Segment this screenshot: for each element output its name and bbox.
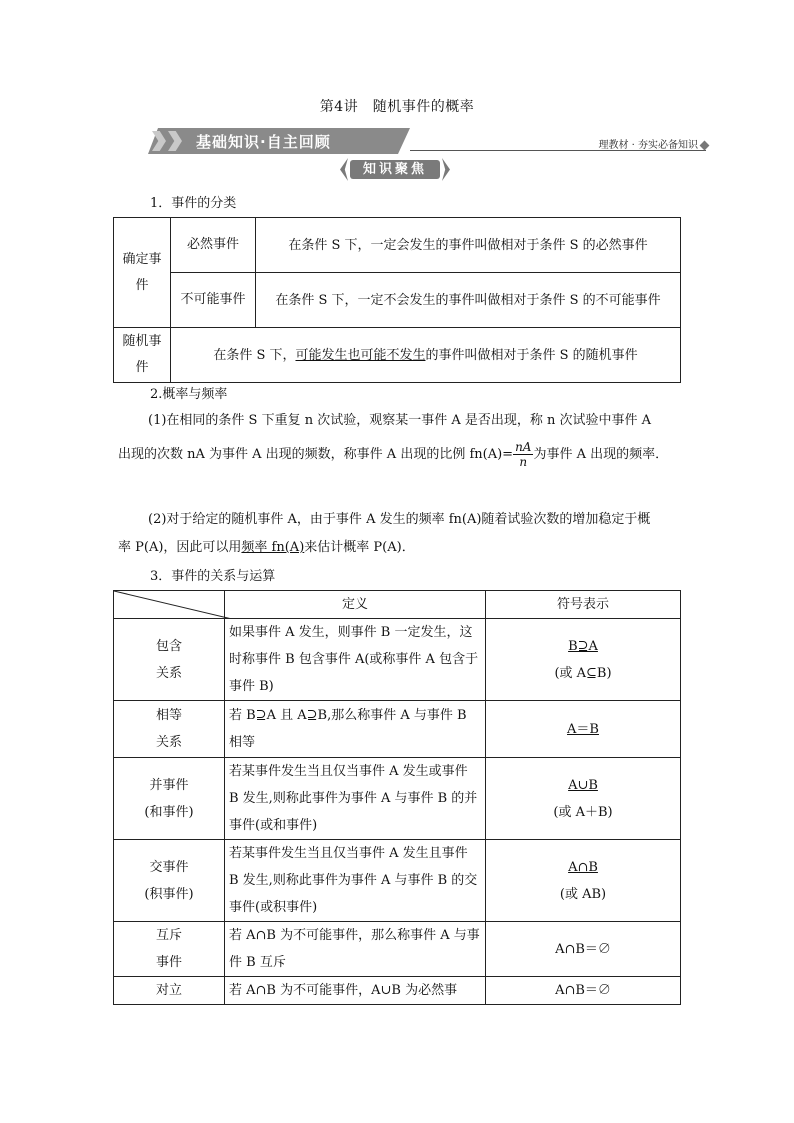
p2-line2-underlined: 频率 fn(A) <box>241 540 305 555</box>
relation-symbol <box>486 701 681 758</box>
section1-heading: 1．事件的分类 <box>150 196 237 211</box>
knowledge-tag-label: 知识聚焦 <box>350 160 440 179</box>
relation-definition: 若 B⊇A 且 A⊇B,那么称事件 A 与事件 B 相等 <box>225 701 486 758</box>
event-type: 必然事件 <box>171 218 256 273</box>
relation-symbol <box>486 619 681 701</box>
header-definition: 定义 <box>225 591 486 619</box>
symbol-main: A∩B＝∅ <box>555 983 611 998</box>
relation-definition: 若 A∩B 为不可能事件，那么称事件 A 与事件 B 互斥 <box>225 922 486 977</box>
relation-symbol <box>486 977 681 1005</box>
event-relations-table <box>113 590 681 1005</box>
event-classification-table <box>113 217 681 383</box>
event-type: 不可能事件 <box>171 273 256 328</box>
event-desc: 在条件 S 下，一定不会发生的事件叫做相对于条件 S 的不可能事件 <box>256 273 681 328</box>
bracket-right-icon <box>442 158 450 181</box>
relation-name: 相等关系 <box>114 701 225 758</box>
relation-symbol <box>486 840 681 922</box>
p2-line2-suffix: 来估计概率 P(A)． <box>304 540 415 555</box>
paragraph-1-line-1: (1)在相同的条件 S 下重复 n 次试验，观察某一事件 A 是否出现，称 n 次试验中事件 A <box>148 413 652 428</box>
group-label: 确定事件 <box>114 218 171 328</box>
event-type: 随机事件 <box>114 328 171 383</box>
bracket-left-icon <box>340 158 348 181</box>
header-diagonal-cell <box>114 591 225 619</box>
relation-definition: 若某事件发生当且仅当事件 A 发生且事件 B 发生,则称此事件为事件 A 与事件 B 的交事件(或积事件) <box>225 840 486 922</box>
desc-underlined: 可能发生也可能不发生 <box>295 347 426 363</box>
symbol-main: A∩B＝∅ <box>555 941 611 957</box>
desc-suffix: 的事件叫做相对于条件 S 的随机事件 <box>425 347 638 363</box>
p1-line2-prefix: 出现的次数 nA 为事件 A 出现的频数，称事件 A 出现的比例 fn(A)= <box>118 447 514 462</box>
relation-name: 对立 <box>114 977 225 1005</box>
section-banner <box>148 128 708 154</box>
desc-prefix: 在条件 S 下， <box>213 347 296 363</box>
symbol-alt: (或 A⊆B) <box>554 665 612 681</box>
knowledge-tag <box>340 157 450 183</box>
paragraph-1-line-2 <box>118 440 678 470</box>
event-desc <box>171 328 681 383</box>
relation-name: 交事件(积事件) <box>114 840 225 922</box>
relation-definition: 若 A∩B 为不可能事件，A∪B 为必然事 <box>225 977 486 1005</box>
relation-symbol <box>486 758 681 840</box>
p1-line2-suffix: 为事件 A 出现的频率． <box>533 447 669 462</box>
relation-symbol <box>486 922 681 977</box>
symbol-main: A∪B <box>568 777 598 793</box>
diamond-icon <box>700 141 710 151</box>
header-symbol: 符号表示 <box>486 591 681 619</box>
paragraph-2-line-2 <box>118 533 678 563</box>
section2-heading: 2.概率与频率 <box>150 387 228 402</box>
relation-name: 互斥事件 <box>114 922 225 977</box>
symbol-main: A＝B <box>567 721 599 737</box>
symbol-main: B⊇A <box>568 638 598 654</box>
paragraph-2-line-1: (2)对于给定的随机事件 A，由于事件 A 发生的频率 fn(A)随着试验次数的增加稳定于概 <box>148 512 651 527</box>
diagonal-line <box>114 591 232 619</box>
symbol-alt: (或 AB) <box>559 886 607 902</box>
relation-definition: 若某事件发生当且仅当事件 A 发生或事件 B 发生,则称此事件为事件 A 与事件 B 的并事件(或和事件) <box>225 758 486 840</box>
banner-subtitle: 理教材 · 夯实必备知识 <box>598 140 698 151</box>
event-desc: 在条件 S 下，一定会发生的事件叫做相对于条件 S 的必然事件 <box>256 218 681 273</box>
page-title: 第4讲 随机事件的概率 <box>319 99 475 115</box>
section3-heading: 3．事件的关系与运算 <box>150 569 276 584</box>
symbol-alt: (或 A＋B) <box>553 804 613 820</box>
relation-name: 包含关系 <box>114 619 225 701</box>
fraction-numerator: nA <box>515 440 532 454</box>
relation-definition: 如果事件 A 发生，则事件 B 一定发生，这时称事件 B 包含事件 A(或称事件 A 包含于事件 B) <box>225 619 486 701</box>
fraction <box>513 440 533 469</box>
fraction-denominator: n <box>519 455 528 469</box>
symbol-main: A∩B <box>568 859 598 875</box>
relation-name: 并事件(和事件) <box>114 758 225 840</box>
p2-line2-prefix: 率 P(A)，因此可以用 <box>118 540 242 555</box>
banner-title: 基础知识·自主回顾 <box>196 133 331 151</box>
